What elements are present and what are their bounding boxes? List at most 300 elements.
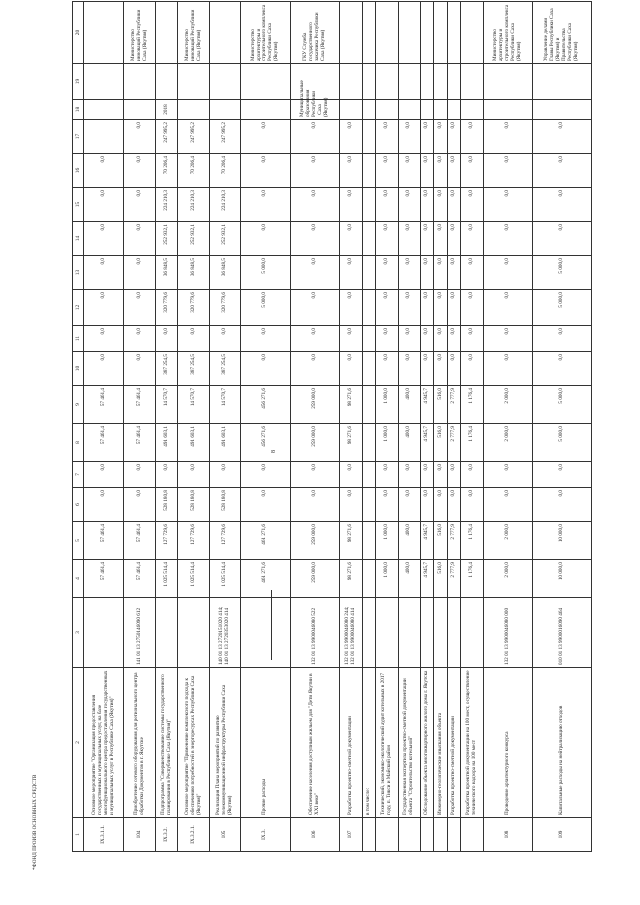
table-cell: 0,0 (376, 488, 398, 522)
table-cell: 4 945,7 (421, 560, 434, 598)
table-cell: 10 000,0 (533, 522, 592, 560)
table-cell: 2 000,0 (483, 386, 532, 424)
table-cell: 400,0 (398, 522, 420, 560)
table-cell: 0,0 (533, 488, 592, 522)
column-header: 11 (73, 326, 84, 352)
table-cell: 400,0 (398, 424, 420, 462)
table-cell: IX.3.1.1. (84, 818, 124, 852)
table-cell: 491 603,1 (178, 424, 209, 462)
table-row (209, 2, 240, 852)
table-cell: 14 570,7 (155, 386, 177, 424)
table-cell (398, 100, 420, 120)
table-cell: Муниципальные образования Республики Саха (Якутия) (290, 100, 339, 120)
table-cell (447, 2, 460, 64)
table-cell (362, 598, 375, 668)
table-cell (155, 64, 177, 100)
table-cell: 0,0 (483, 188, 532, 222)
table-cell: Реализация Плана мероприятий по развитию телекоммуникационной инфраструктуры Республики Саха (Якутия) (209, 668, 240, 818)
table-cell: 141 01 13 2750146090 612 (124, 598, 155, 668)
table-cell: 0,0 (84, 256, 124, 290)
table-cell (155, 2, 177, 64)
table-cell: 4 945,7 (421, 424, 434, 462)
table-cell: Капитальные расходы на нейтрализацию отходов (533, 668, 592, 818)
column-header: 2 (73, 668, 84, 818)
table-cell: 107 (340, 818, 362, 852)
table-row (124, 2, 155, 852)
table-cell (434, 2, 447, 64)
table-cell: 2 777,9 (447, 386, 460, 424)
column-header: 3 (73, 598, 84, 668)
table-cell: 0,0 (533, 120, 592, 154)
table-cell: 0,0 (84, 154, 124, 188)
column-header: 13 (73, 256, 84, 290)
table-cell: 0,0 (340, 222, 362, 256)
table-cell: 387 254,5 (178, 352, 209, 386)
table-cell: 57 461,4 (124, 424, 155, 462)
table-cell (398, 64, 420, 100)
table-cell: 0,0 (340, 488, 362, 522)
table-cell: 0,0 (483, 120, 532, 154)
table-cell (84, 2, 124, 64)
table-cell (241, 598, 290, 668)
table-cell: 0,0 (340, 256, 362, 290)
table-cell: 259 000,0 (290, 424, 339, 462)
table-cell: 57 461,4 (84, 386, 124, 424)
table-cell: 0,0 (483, 462, 532, 488)
table-cell: 36 848,5 (209, 256, 240, 290)
table-cell (178, 598, 209, 668)
table-cell: 57 461,4 (124, 560, 155, 598)
table-cell: 0,0 (434, 256, 447, 290)
header-row (73, 2, 84, 852)
table-cell: 98 271,6 (340, 424, 362, 462)
table-cell: 127 729,6 (209, 522, 240, 560)
table-cell: 5 000,0 (241, 256, 290, 290)
column-header: 18 (73, 100, 84, 120)
table-cell: 0,0 (461, 352, 483, 386)
table-cell (362, 2, 375, 64)
table-row (290, 2, 339, 852)
table-cell: 0,0 (533, 462, 592, 488)
table-cell: 0,0 (421, 154, 434, 188)
table-row (340, 2, 362, 852)
table-cell: 0,0 (398, 488, 420, 522)
table-cell: 0,0 (434, 188, 447, 222)
table-cell: 70 206,4 (209, 154, 240, 188)
table-row (84, 2, 124, 852)
table-cell: Подпрограмма "Совершенствование системы государственного планирования в Республике Саха (Якутия)" (155, 668, 177, 818)
column-header: 10 (73, 352, 84, 386)
table-cell: 528 180,8 (178, 488, 209, 522)
table-cell: Инженерно-геологические изыскания объекта (434, 668, 447, 818)
table-cell: 57 461,4 (124, 386, 155, 424)
table-cell: 0,0 (84, 222, 124, 256)
table-cell (362, 100, 375, 120)
table-cell (362, 326, 375, 352)
table-cell: 70 206,4 (155, 154, 177, 188)
table-cell: 132 01 13 9900046080 244; 132 01 13 9900046080 414 (340, 598, 362, 668)
table-cell (398, 818, 420, 852)
table-cell (340, 100, 362, 120)
table-cell: 0,0 (434, 352, 447, 386)
table-cell: 0,0 (447, 120, 460, 154)
table-cell: 0,0 (84, 488, 124, 522)
table-cell (209, 100, 240, 120)
table-body (73, 2, 592, 852)
table-row (398, 2, 420, 852)
table-cell: 104 (124, 818, 155, 852)
table-cell (434, 64, 447, 100)
table-cell (362, 352, 375, 386)
table-cell: 5 000,0 (533, 386, 592, 424)
table-cell: 109 (533, 818, 592, 852)
table-cell: Технический, экономико-экологический аудит котельных в 2017 году, п. Тикси и Майский район (376, 668, 398, 818)
table-cell (209, 2, 240, 64)
table-cell: 0,0 (241, 120, 290, 154)
table-cell: 224 210,3 (209, 188, 240, 222)
table-cell: 0,0 (461, 222, 483, 256)
table-cell: 0,0 (483, 290, 532, 326)
table-cell: 0,0 (124, 120, 155, 154)
table-cell: 106 (290, 818, 339, 852)
table-cell (362, 462, 375, 488)
table-cell: 0,0 (376, 188, 398, 222)
table-cell: IX.3. (241, 818, 290, 852)
table-cell: 0,0 (533, 352, 592, 386)
table-cell: 0,0 (290, 290, 339, 326)
table-cell: Разработка проектно-сметной документации (340, 668, 362, 818)
table-cell: 0,0 (447, 352, 460, 386)
table-cell: Министерство инноваций Республики Саха (Якутия) (178, 2, 209, 64)
column-header: 9 (73, 386, 84, 424)
table-cell: 0,0 (376, 120, 398, 154)
table-cell: 57 461,4 (124, 522, 155, 560)
table-cell: 0,0 (434, 462, 447, 488)
table-cell: 0,0 (447, 462, 460, 488)
table-cell (362, 818, 375, 852)
table-cell: 0,0 (533, 188, 592, 222)
column-header: 16 (73, 154, 84, 188)
table-row (421, 2, 434, 852)
table-cell: 2 000,0 (483, 424, 532, 462)
table-cell: 2 777,9 (447, 560, 460, 598)
table-cell (362, 256, 375, 290)
table-cell (533, 64, 592, 100)
table-cell: 0,0 (434, 326, 447, 352)
table-cell: 0,0 (209, 326, 240, 352)
table-cell: Разработка проектно-сметной документации (447, 668, 460, 818)
table-cell: 252 932,1 (209, 222, 240, 256)
table-cell: IX.3.2. (155, 818, 177, 852)
table-cell: 140 01 13 2720151020 414; 140 01 13 2720353020 414 (209, 598, 240, 668)
table-cell: 105 (209, 818, 240, 852)
table-cell (461, 598, 483, 668)
table-cell: 320 779,6 (155, 290, 177, 326)
table-cell: в том числе: (362, 668, 375, 818)
table-cell: 0,0 (483, 256, 532, 290)
table-cell: 252 932,1 (155, 222, 177, 256)
table-cell: 400,0 (398, 386, 420, 424)
table-cell: 0,0 (241, 352, 290, 386)
table-cell (434, 100, 447, 120)
table-cell: Основное мероприятие "Применение комплексного подхода к обеспечению потребностей в энергоресурсах Республики Саха (Якутия)" (178, 668, 209, 818)
table-cell: 0,0 (340, 120, 362, 154)
table-cell: 0,0 (84, 352, 124, 386)
table-cell: 108 (483, 818, 532, 852)
table-cell (376, 2, 398, 64)
table-cell: 0,0 (398, 462, 420, 488)
table-cell: 0,0 (483, 222, 532, 256)
table-cell: 0,0 (376, 290, 398, 326)
table-cell: 0,0 (447, 326, 460, 352)
table-cell: Разработка проектной документации на 100 мест, осуществление технического надзора на 100 мест (461, 668, 483, 818)
table-cell: 247 995,2 (209, 120, 240, 154)
table-cell (84, 64, 124, 100)
table-cell: 516,0 (434, 386, 447, 424)
table-cell: 0,0 (434, 222, 447, 256)
table-cell: 0,0 (398, 290, 420, 326)
table-cell: 0,0 (434, 154, 447, 188)
table-cell: 0,0 (340, 290, 362, 326)
table-cell: 0,0 (447, 256, 460, 290)
column-header: 17 (73, 120, 84, 154)
table-cell (209, 64, 240, 100)
table-cell (376, 598, 398, 668)
table-cell: 0,0 (290, 462, 339, 488)
table-cell: Основное мероприятие "Организация предоставления государственных и муниципальных услуг, на базе многофункционального центра предоставления государственных и муниципальных услуг в Республике Саха (Якутия)" (84, 668, 124, 818)
table-cell: 0,0 (84, 188, 124, 222)
table-cell: 0,0 (178, 462, 209, 488)
table-cell: Обеспечение населения доступным жильем для "Дети Якутии в XXI веке" (290, 668, 339, 818)
column-header: 15 (73, 188, 84, 222)
table-cell: 36 848,5 (155, 256, 177, 290)
table-cell: 132 01 13 9900046080 000 (483, 598, 532, 668)
table-cell: 1 000,0 (376, 386, 398, 424)
table-cell: 1 176,4 (461, 560, 483, 598)
table-cell: 0,0 (84, 326, 124, 352)
table-cell: 259 000,0 (290, 522, 339, 560)
table-cell: 0,0 (483, 488, 532, 522)
table-cell: 0,0 (461, 120, 483, 154)
table-cell: 0,0 (124, 154, 155, 188)
footnote: *ФОНД ПРОИЗВ ОСНОВНЫХ СРЕДСТВ (32, 774, 38, 870)
table-cell: 4 945,7 (421, 522, 434, 560)
table-cell (461, 818, 483, 852)
table-cell (84, 120, 124, 154)
table-cell: 0,0 (84, 290, 124, 326)
table-cell: 1 025 514,4 (178, 560, 209, 598)
table-cell (376, 818, 398, 852)
table-cell: 0,0 (290, 154, 339, 188)
column-header: 19 (73, 64, 84, 100)
table-cell: 0,0 (461, 188, 483, 222)
table-cell: 0,0 (241, 326, 290, 352)
table-cell (461, 64, 483, 100)
column-header: 14 (73, 222, 84, 256)
table-cell: 4 945,7 (421, 386, 434, 424)
table-cell (241, 64, 290, 100)
table-cell: 1 176,4 (461, 424, 483, 462)
table-cell: 0,0 (447, 488, 460, 522)
table-cell: 0,0 (434, 488, 447, 522)
table-cell: 127 729,6 (178, 522, 209, 560)
table-cell: 0,0 (461, 488, 483, 522)
table-cell: 0,0 (290, 352, 339, 386)
table-cell: 14 570,7 (178, 386, 209, 424)
table-cell: 0,0 (533, 154, 592, 188)
table-row (155, 2, 177, 852)
table-cell: 0,0 (155, 326, 177, 352)
table-cell: Управление делами Главы Республики Саха (Якутия) и Правительства Республики Саха (Якутия) (533, 2, 592, 64)
table-cell: 516,0 (434, 522, 447, 560)
table-cell: 516,0 (434, 560, 447, 598)
table-cell: 0,0 (241, 462, 290, 488)
table-cell: 1 000,0 (376, 560, 398, 598)
table-cell (84, 598, 124, 668)
table-cell: 2 000,0 (483, 522, 532, 560)
table-cell: 0,0 (241, 154, 290, 188)
table-cell (421, 2, 434, 64)
table-cell: ГКУ Служба государственного заказчика Республики Саха (Якутия) (290, 2, 339, 64)
table-cell: 57 461,4 (84, 424, 124, 462)
table-cell: Проведение архитектурного конкурса (483, 668, 532, 818)
table-cell: 0,0 (483, 352, 532, 386)
table-cell: 0,0 (461, 462, 483, 488)
table-cell: 98 271,6 (340, 386, 362, 424)
table-cell (362, 424, 375, 462)
table-cell: Министерство инноваций Республики Саха (Якутия) (124, 2, 155, 64)
table-cell: 0,0 (533, 222, 592, 256)
table-cell: 0,0 (241, 222, 290, 256)
table-cell: 0,0 (376, 352, 398, 386)
table-cell: Государственная экспертиза проектно-сметной документации объекта "Строительство котельной" (398, 668, 420, 818)
table-cell (362, 488, 375, 522)
table-cell: 0,0 (461, 154, 483, 188)
table-cell: 0,0 (340, 326, 362, 352)
column-header: 8 (73, 424, 84, 462)
table-cell: 0,0 (483, 326, 532, 352)
table-cell: 224 210,3 (178, 188, 209, 222)
table-cell: 2 000,0 (483, 560, 532, 598)
table-cell (447, 100, 460, 120)
table-cell: 0,0 (124, 326, 155, 352)
page-number: 8 (271, 450, 277, 453)
table-cell (178, 64, 209, 100)
table-cell: 387 254,5 (155, 352, 177, 386)
table-cell: 0,0 (124, 222, 155, 256)
table-cell: 259 000,0 (290, 560, 339, 598)
table-row (483, 2, 532, 852)
table-cell (362, 522, 375, 560)
table-cell (461, 2, 483, 64)
table-cell: 70 206,4 (178, 154, 209, 188)
table-cell (362, 188, 375, 222)
table-cell (447, 818, 460, 852)
table-row (241, 2, 290, 852)
table-cell: 461 271,6 (241, 560, 290, 598)
table-cell: 252 932,1 (178, 222, 209, 256)
table-cell: Министерство архитектуры и строительного комплекса Республики Саха (Якутия) (241, 2, 290, 64)
table-cell: 0,0 (398, 154, 420, 188)
table-cell: 0,0 (376, 154, 398, 188)
table-cell: 0,0 (421, 222, 434, 256)
table-cell: 0,0 (434, 290, 447, 326)
table-cell: 0,0 (461, 326, 483, 352)
table-cell: 387 254,5 (209, 352, 240, 386)
table-cell (376, 100, 398, 120)
column-header: 20 (73, 2, 84, 64)
table-row (461, 2, 483, 852)
table-cell: 127 729,6 (155, 522, 177, 560)
table-cell: 320 779,6 (209, 290, 240, 326)
table-cell (398, 2, 420, 64)
table-cell (241, 100, 290, 120)
table-cell: Прочие расходы (241, 668, 290, 818)
table-cell (421, 598, 434, 668)
table-cell: 0,0 (178, 326, 209, 352)
table-cell: 0,0 (290, 326, 339, 352)
table-cell: 461 271,6 (241, 522, 290, 560)
table-cell (178, 100, 209, 120)
table-cell: 0,0 (290, 188, 339, 222)
table-cell: 0,0 (340, 188, 362, 222)
table-cell: 0,0 (483, 154, 532, 188)
table-cell: 0,0 (340, 154, 362, 188)
table-cell (434, 818, 447, 852)
column-header: 4 (73, 560, 84, 598)
table-cell: 0,0 (461, 256, 483, 290)
column-header: 5 (73, 522, 84, 560)
table-row (178, 2, 209, 852)
table-cell: 0,0 (398, 222, 420, 256)
table-cell (362, 386, 375, 424)
table-cell: 0,0 (421, 256, 434, 290)
table-cell: 0,0 (376, 462, 398, 488)
table-row (376, 2, 398, 852)
budget-table (72, 1, 592, 852)
table-cell: 5 000,0 (533, 256, 592, 290)
table-cell (483, 100, 532, 120)
table-cell (376, 64, 398, 100)
table-cell (483, 64, 532, 100)
table-cell: 320 779,6 (178, 290, 209, 326)
table-cell (362, 560, 375, 598)
table-cell: 0,0 (421, 462, 434, 488)
table-cell: 0,0 (290, 120, 339, 154)
table-cell: 0,0 (209, 462, 240, 488)
table-cell: 0,0 (461, 290, 483, 326)
table-cell: 0,0 (421, 120, 434, 154)
table-cell: 0,0 (398, 352, 420, 386)
table-cell: 0,0 (398, 120, 420, 154)
table-cell: 0,0 (340, 462, 362, 488)
table-cell: 10 000,0 (533, 560, 592, 598)
table-cell: IX.3.2.1. (178, 818, 209, 852)
table-cell: 247 995,2 (155, 120, 177, 154)
table-cell: 2 777,9 (447, 424, 460, 462)
rotated-table-wrapper (72, 4, 592, 852)
table-cell: 0,0 (124, 290, 155, 326)
table-cell (340, 2, 362, 64)
table-cell (362, 222, 375, 256)
table-cell: 5 000,0 (533, 424, 592, 462)
table-cell: 0,0 (124, 488, 155, 522)
column-header: 1 (73, 818, 84, 852)
table-cell: 456 271,6 (241, 424, 290, 462)
table-cell: 0,0 (533, 326, 592, 352)
table-cell: 0,0 (376, 326, 398, 352)
table-cell (421, 64, 434, 100)
